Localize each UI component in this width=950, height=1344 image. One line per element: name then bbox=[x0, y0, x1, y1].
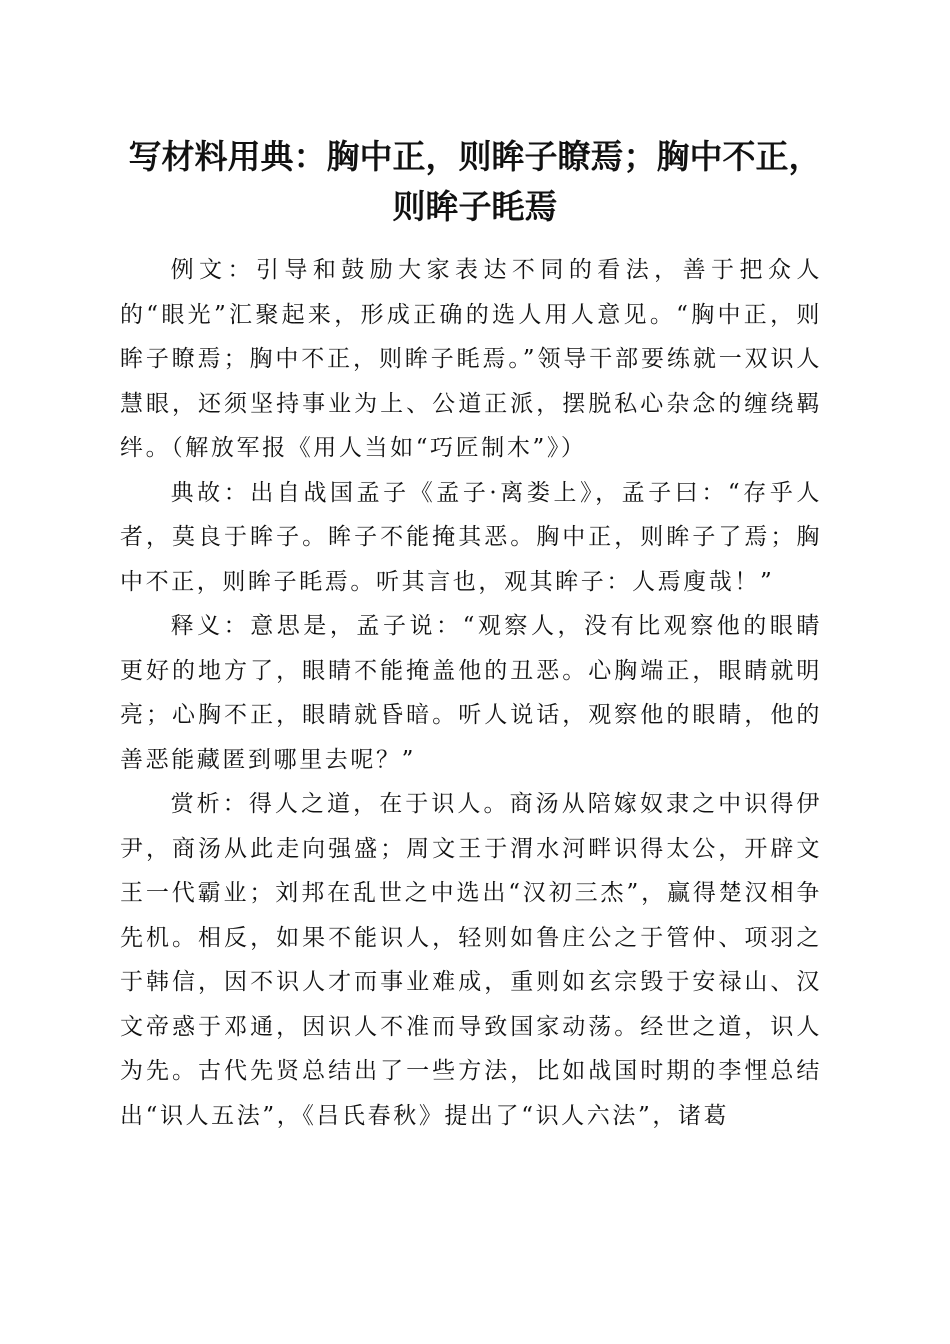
paragraph-meaning: 释义：意思是，孟子说：“观察人，没有比观察他的眼睛更好的地方了，眼睛不能掩盖他的丑恶。心胸端正，眼睛就明亮；心胸不正，眼睛就昏暗。听人说话，观察他的眼睛，他的善恶能藏匿到哪里去呢？” bbox=[120, 613, 822, 773]
paragraph-example: 例文：引导和鼓励大家表达不同的看法，善于把众人的“眼光”汇聚起来，形成正确的选人用人意见。“胸中正，则眸子瞭焉；胸中不正，则眸子眊焉。”领导干部要练就一双识人慧眼，还须坚持事业为上、公道正派，摆脱私心杂念的缠绕羁绊。（解放军报《用人当如“巧匠制木”》） bbox=[120, 257, 822, 461]
title-line-2: 则眸子眊焉 bbox=[392, 187, 558, 226]
document-title bbox=[100, 132, 850, 232]
title-line-1: 写材料用典：胸中正，则眸子瞭焉；胸中不正， bbox=[128, 137, 822, 176]
paragraph-appreciation: 赏析：得人之道，在于识人。商汤从陪嫁奴隶之中识得伊尹，商汤从此走向强盛；周文王于渭水河畔识得太公，开辟文王一代霸业；刘邦在乱世之中选出“汉初三杰”，赢得楚汉相争先机。相反，如果不能识人，轻则如鲁庄公之于管仲、项羽之于韩信，因不识人才而事业难成，重则如玄宗毁于安禄山、汉文帝惑于邓通，因识人不准而导致国家动荡。经世之道，识人为先。古代先贤总结出了一些方法，比如战国时期的李悝总结出“识人五法”，《吕氏春秋》提出了“识人六法”，诸葛 bbox=[120, 791, 822, 1129]
document-body bbox=[120, 248, 822, 1138]
paragraph-origin: 典故：出自战国孟子《孟子·离娄上》，孟子曰：“存乎人者，莫良于眸子。眸子不能掩其恶。胸中正，则眸子了焉；胸中不正，则眸子眊焉。听其言也，观其眸子：人焉廋哉！” bbox=[120, 479, 822, 595]
